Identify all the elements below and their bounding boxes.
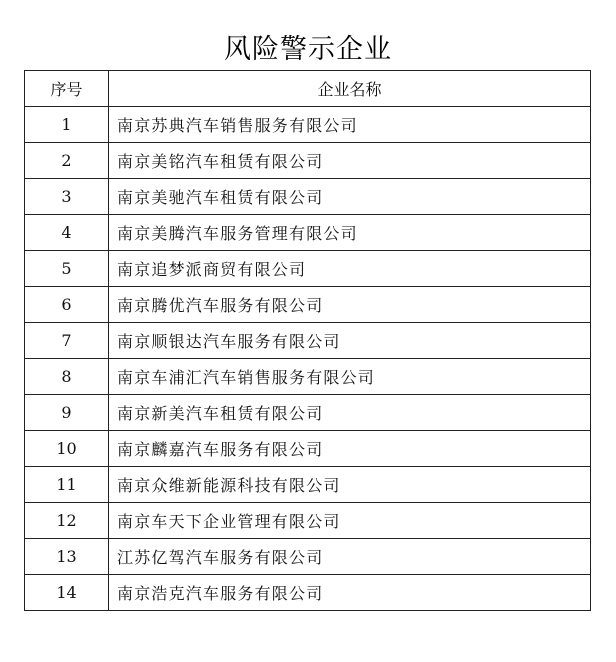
row-number: 4 (25, 215, 109, 251)
table-row (25, 431, 591, 467)
header-name: 企业名称 (109, 71, 591, 107)
row-number: 2 (25, 143, 109, 179)
company-name: 南京车浦汇汽车销售服务有限公司 (109, 359, 591, 395)
company-name: 南京麟嘉汽车服务有限公司 (109, 431, 591, 467)
company-name: 南京车天下企业管理有限公司 (109, 503, 591, 539)
table-row (25, 215, 591, 251)
row-number: 10 (25, 431, 109, 467)
row-number: 11 (25, 467, 109, 503)
row-number: 8 (25, 359, 109, 395)
table-header-row (25, 71, 591, 107)
row-number: 9 (25, 395, 109, 431)
table-row (25, 467, 591, 503)
row-number: 6 (25, 287, 109, 323)
table-row (25, 143, 591, 179)
company-name: 南京众维新能源科技有限公司 (109, 467, 591, 503)
table-row (25, 395, 591, 431)
table-row (25, 287, 591, 323)
row-number: 12 (25, 503, 109, 539)
page-title: 风险警示企业 (224, 34, 392, 65)
row-number: 7 (25, 323, 109, 359)
table-row (25, 359, 591, 395)
row-number: 14 (25, 575, 109, 611)
header-no: 序号 (25, 71, 109, 107)
company-name: 南京腾优汽车服务有限公司 (109, 287, 591, 323)
row-number: 13 (25, 539, 109, 575)
row-number: 1 (25, 107, 109, 143)
company-name: 江苏亿驾汽车服务有限公司 (109, 539, 591, 575)
company-name: 南京苏典汽车销售服务有限公司 (109, 107, 591, 143)
company-name: 南京美腾汽车服务管理有限公司 (109, 215, 591, 251)
table-row (25, 107, 591, 143)
enterprise-table (24, 70, 591, 611)
table-row (25, 575, 591, 611)
company-name: 南京浩克汽车服务有限公司 (109, 575, 591, 611)
table-row (25, 503, 591, 539)
company-name: 南京新美汽车租赁有限公司 (109, 395, 591, 431)
company-name: 南京美驰汽车租赁有限公司 (109, 179, 591, 215)
company-name: 南京追梦派商贸有限公司 (109, 251, 591, 287)
row-number: 5 (25, 251, 109, 287)
table-row (25, 323, 591, 359)
row-number: 3 (25, 179, 109, 215)
company-name: 南京顺银达汽车服务有限公司 (109, 323, 591, 359)
table-row (25, 539, 591, 575)
company-name: 南京美铭汽车租赁有限公司 (109, 143, 591, 179)
table-row (25, 251, 591, 287)
table-row (25, 179, 591, 215)
